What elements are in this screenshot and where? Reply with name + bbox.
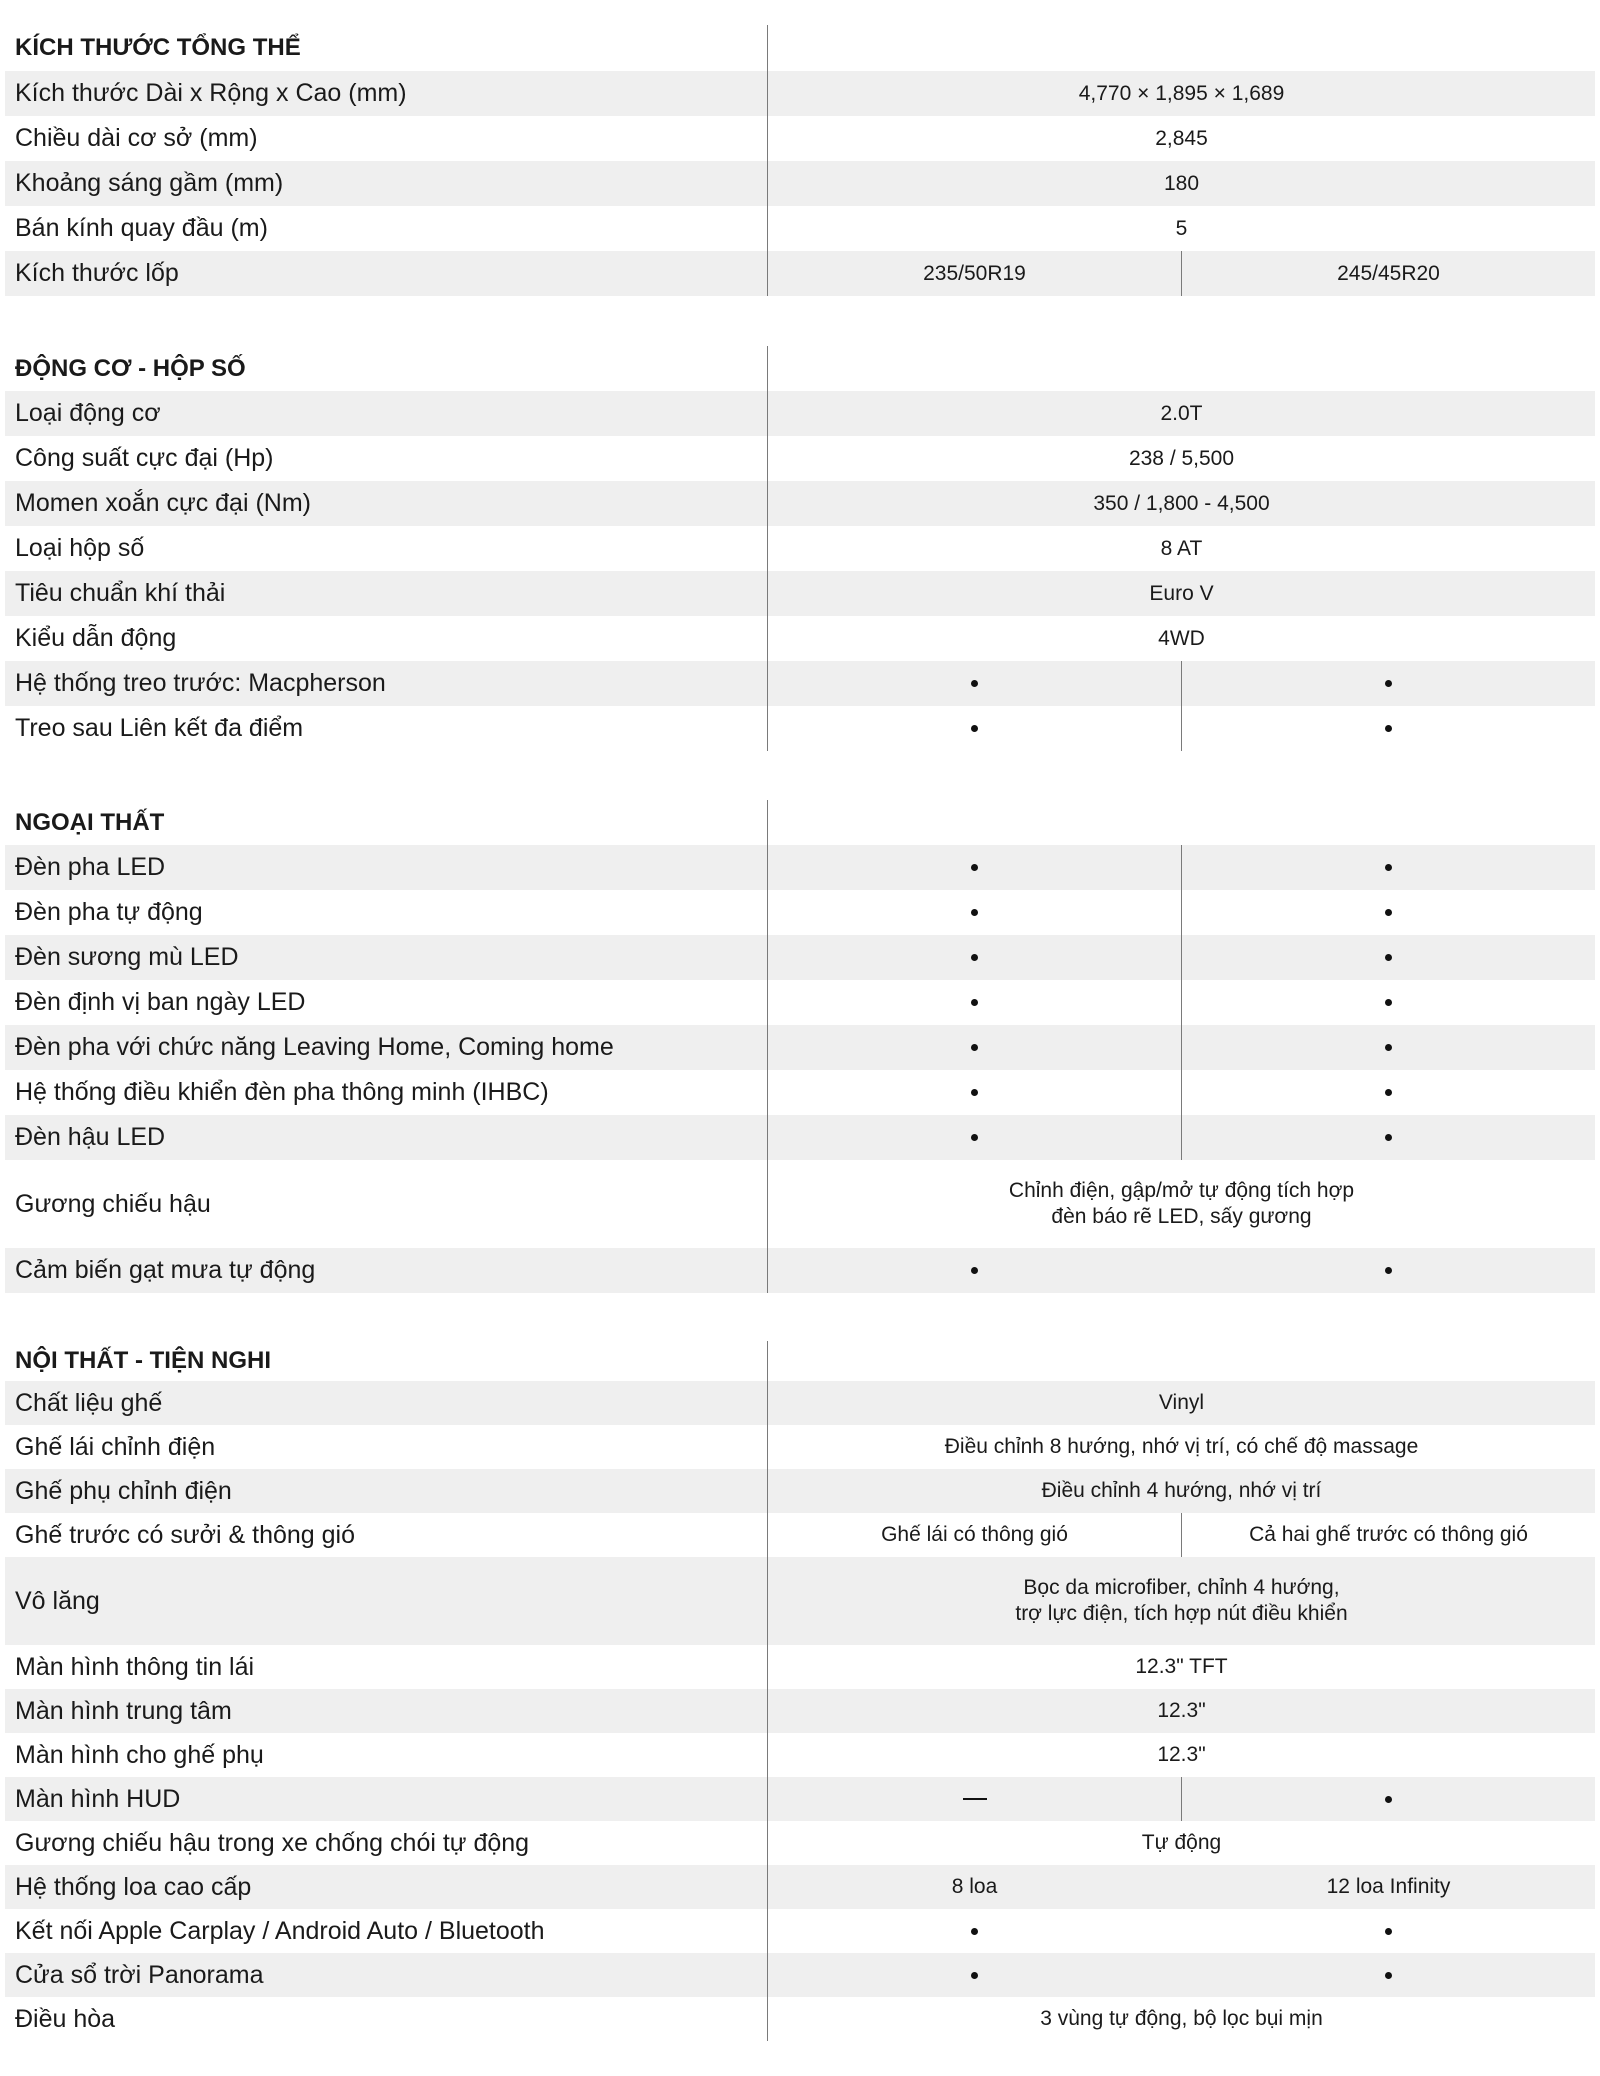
spec-row [5,1115,1595,1160]
spec-section [5,25,1595,296]
spec-value: 2.0T [1160,401,1203,425]
spec-row [5,1513,1595,1557]
spec-row [5,1689,1595,1733]
variant-1-value [768,1070,1181,1115]
bullet-dot-icon [1385,999,1392,1006]
variant-1-value [768,890,1181,935]
spec-label: Momen xoắn cực đại (Nm) [15,489,311,517]
spec-label: Cửa sổ trời Panorama [15,1960,264,1989]
spec-label: Loại động cơ [15,399,161,427]
spec-value: Tự động [1141,1831,1222,1854]
section-header [5,346,1595,391]
spec-row [5,661,1595,706]
bullet-dot-icon [1385,954,1392,961]
spec-label: Chất liệu ghế [15,1388,163,1417]
spec-label: Đèn pha với chức năng Leaving Home, Coming home [15,1033,614,1061]
bullet-dot-icon [971,864,978,871]
spec-label: Cảm biến gạt mưa tự động [15,1256,316,1284]
spec-label: Ghế phụ chỉnh điện [15,1476,232,1505]
spec-value: Euro V [1149,581,1214,605]
variant-2-value [1182,1070,1595,1115]
spec-label: Đèn hậu LED [15,1123,166,1151]
spec-label: Loại hộp số [15,534,145,562]
spec-row [5,526,1595,571]
spec-row [5,391,1595,436]
spec-label: Đèn pha tự động [15,898,203,926]
section-title: ĐỘNG CƠ - HỘP SỐ [15,354,246,382]
bullet-dot-icon [1385,1089,1392,1096]
spec-label: Hệ thống điều khiển đèn pha thông minh (IHBC) [15,1078,549,1106]
spec-label: Đèn định vị ban ngày LED [15,988,306,1016]
spec-value: Vinyl [1158,1391,1205,1414]
spec-value: 8 AT [1160,536,1203,560]
bullet-dot-icon [1385,909,1392,916]
bullet-dot-icon [1385,680,1392,687]
variant-2-value [1182,661,1595,706]
spec-label: Ghế lái chỉnh điện [15,1432,216,1461]
variant-1-value: 8 loa [951,1875,998,1898]
bullet-dot-icon [971,1928,978,1935]
spec-row [5,1025,1595,1070]
variant-2-value [1182,890,1595,935]
variant-2-value: 245/45R20 [1337,261,1440,285]
spec-label: Đèn sương mù LED [15,943,239,971]
section-title: NGOẠI THẤT [15,808,165,836]
spec-row [5,845,1595,890]
spec-row [5,1381,1595,1425]
spec-label: Màn hình thông tin lái [15,1652,255,1681]
variant-1-value [768,661,1181,706]
spec-row [5,1160,1595,1248]
spec-label: Khoảng sáng gầm (mm) [15,169,284,197]
variant-1-value [768,1025,1181,1070]
spec-row [5,1070,1595,1115]
variant-2-value [1182,1248,1595,1293]
spec-label: Gương chiếu hậu [15,1189,211,1218]
variant-2-value [1182,1909,1595,1953]
bullet-dot-icon [971,680,978,687]
variant-2-value [1182,845,1595,890]
spec-value: 12.3" [1157,1699,1206,1722]
variant-2-value [1182,1953,1595,1997]
spec-label: Kích thước Dài x Rộng x Cao (mm) [15,79,407,107]
variant-1-value [768,935,1181,980]
bullet-dot-icon [1385,1044,1392,1051]
spec-row [5,1953,1595,1997]
variant-2-value [1182,935,1595,980]
spec-row [5,481,1595,526]
bullet-dot-icon [971,999,978,1006]
spec-value: 12.3" [1157,1743,1206,1766]
spec-row [5,616,1595,661]
bullet-dot-icon [1385,1796,1392,1803]
variant-1-value [768,845,1181,890]
spec-row [5,1469,1595,1513]
spec-row [5,571,1595,616]
spec-row [5,980,1595,1025]
spec-label: Treo sau Liên kết đa điểm [15,714,304,742]
bullet-dot-icon [971,1134,978,1141]
spec-value: 5 [1175,216,1188,240]
spec-label: Đèn pha LED [15,853,166,881]
spec-row [5,706,1595,751]
column-divider [767,1341,768,1381]
spec-row [5,436,1595,481]
spec-row [5,1557,1595,1645]
column-divider [767,25,768,71]
spec-row [5,116,1595,161]
variant-1-value: Ghế lái có thông gió [881,1523,1068,1546]
variant-2-value [1182,1777,1595,1821]
bullet-dot-icon [971,909,978,916]
variant-1-value [768,1953,1181,1997]
spec-value: Điều chỉnh 4 hướng, nhớ vị trí [1041,1479,1322,1502]
spec-value: 4WD [1158,626,1205,650]
spec-row [5,1425,1595,1469]
bullet-dot-icon [1385,1972,1392,1979]
bullet-dot-icon [1385,1928,1392,1935]
section-header [5,1341,1595,1381]
spec-section [5,800,1595,1293]
column-divider [767,346,768,391]
bullet-dot-icon [971,1044,978,1051]
section-header [5,25,1595,71]
spec-value: 2,845 [1155,126,1208,150]
spec-value: Bọc da microfiber, chỉnh 4 hướng, trợ lực điện, tích hợp nút điều khiển [1015,1576,1348,1625]
spec-value: 180 [1163,171,1200,195]
spec-label: Vô lăng [15,1586,100,1615]
spec-row [5,1248,1595,1293]
section-title: NỘI THẤT - TIỆN NGHI [15,1347,271,1374]
bullet-dot-icon [971,725,978,732]
spec-label: Điều hòa [15,2004,116,2033]
spec-label: Màn hình cho ghế phụ [15,1740,264,1769]
section-title: KÍCH THƯỚC TỔNG THỂ [15,34,301,61]
variant-1-value [768,1248,1181,1293]
spec-value: Chỉnh điện, gập/mở tự động tích hợp đèn báo rẽ LED, sấy gương [1008,1179,1355,1228]
bullet-dot-icon [1385,1134,1392,1141]
spec-row [5,1865,1595,1909]
variant-2-value [1182,980,1595,1025]
spec-value: Điều chỉnh 8 hướng, nhớ vị trí, có chế độ massage [944,1435,1419,1458]
spec-label: Màn hình trung tâm [15,1696,232,1725]
spec-row [5,251,1595,296]
spec-row [5,1733,1595,1777]
spec-section [5,1341,1595,2041]
bullet-dot-icon [1385,1267,1392,1274]
spec-value: 238 / 5,500 [1128,446,1235,470]
spec-label: Công suất cực đại (Hp) [15,444,274,472]
variant-1-value [768,1115,1181,1160]
variant-1-value [768,1777,1181,1821]
spec-row [5,206,1595,251]
variant-1-value [768,980,1181,1025]
section-header [5,800,1595,845]
spec-row [5,71,1595,116]
spec-row [5,1997,1595,2041]
spec-row [5,890,1595,935]
spec-value: 4,770 × 1,895 × 1,689 [1078,81,1285,105]
spec-label: Kiểu dẫn động [15,624,177,652]
variant-2-value [1182,1025,1595,1070]
spec-value: 3 vùng tự động, bộ lọc bụi mịn [1040,2007,1323,2030]
variant-2-value: 12 loa Infinity [1326,1875,1451,1898]
spec-label: Tiêu chuẩn khí thải [15,579,226,607]
spec-row [5,935,1595,980]
spec-label: Kết nối Apple Carplay / Android Auto / Bluetooth [15,1916,545,1945]
bullet-dot-icon [971,1972,978,1979]
variant-1-value: 235/50R19 [923,261,1026,285]
spec-row [5,1821,1595,1865]
spec-label: Chiều dài cơ sở (mm) [15,124,258,152]
variant-2-value: Cả hai ghế trước có thông gió [1249,1523,1528,1546]
spec-label: Gương chiếu hậu trong xe chống chói tự động [15,1828,530,1857]
spec-label: Màn hình HUD [15,1784,181,1813]
spec-row [5,161,1595,206]
spec-label: Bán kính quay đầu (m) [15,214,268,242]
variant-2-value [1182,706,1595,751]
spec-row [5,1645,1595,1689]
bullet-dot-icon [971,1089,978,1096]
spec-label: Kích thước lốp [15,259,179,287]
column-divider [767,800,768,845]
variant-2-value [1182,1115,1595,1160]
spec-row [5,1909,1595,1953]
spec-value: 12.3" TFT [1135,1655,1228,1678]
variant-1-value [768,706,1181,751]
bullet-dot-icon [1385,725,1392,732]
spec-section [5,346,1595,751]
spec-row [5,1777,1595,1821]
spec-value: 350 / 1,800 - 4,500 [1093,491,1270,515]
spec-label: Hệ thống loa cao cấp [15,1872,252,1901]
variant-1-value [768,1909,1181,1953]
dash-icon [963,1798,987,1800]
bullet-dot-icon [1385,864,1392,871]
bullet-dot-icon [971,1267,978,1274]
spec-label: Hệ thống treo trước: Macpherson [15,669,386,697]
bullet-dot-icon [971,954,978,961]
spec-label: Ghế trước có sưởi & thông gió [15,1520,356,1549]
